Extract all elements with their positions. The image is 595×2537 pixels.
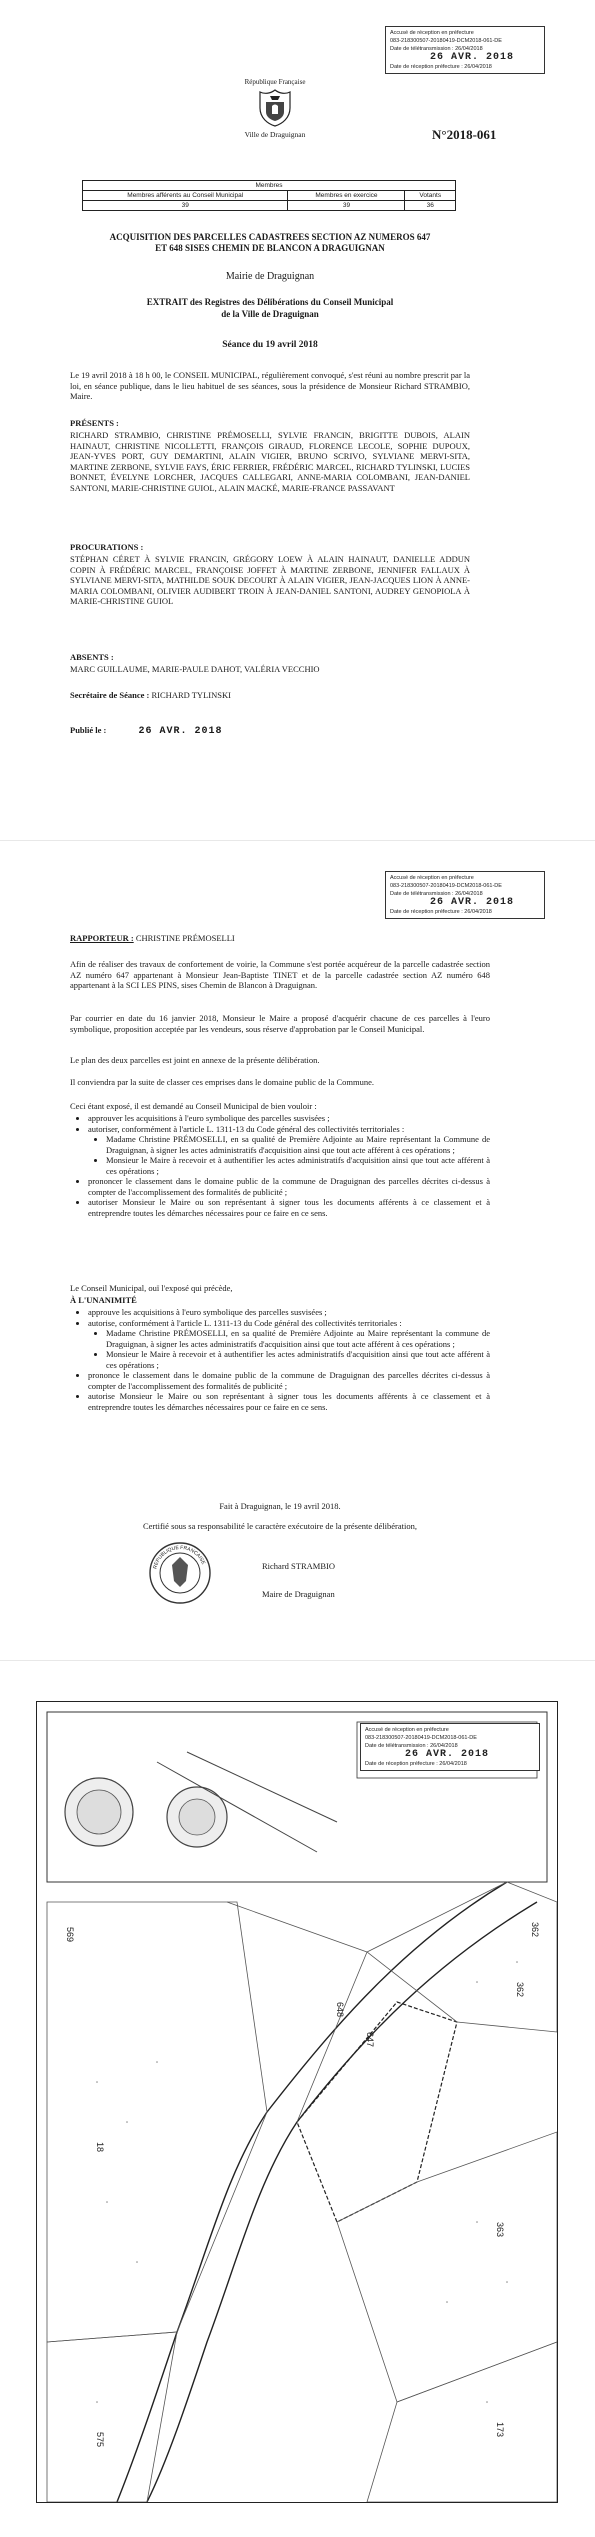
members-header-votants: Votants bbox=[405, 191, 456, 201]
publie-line bbox=[70, 725, 470, 738]
list-item-text: autoriser, conformément à l'article L. 1311-13 du Code général des collectivités territoriales : bbox=[88, 1123, 405, 1134]
list-item: • prononce le classement dans le domaine public de la commune de Draguignan des parcelles décrites ci-dessus à compter de l'accomplissement des formalités de publicité ; bbox=[88, 1370, 490, 1391]
list-item: • approuve les acquisitions à l'euro symbolique des parcelles susvisées ; bbox=[88, 1307, 490, 1318]
procurations-label: PROCURATIONS : bbox=[70, 542, 144, 552]
prefecture-receipt-stamp bbox=[385, 26, 545, 74]
stamp-line-1: Accusé de réception en préfecture bbox=[365, 1727, 449, 1733]
parcel-label: 362 bbox=[515, 1982, 525, 1998]
paragraph-4: Il conviendra par la suite de classer ces emprises dans le domaine public de la Commune. bbox=[70, 1077, 375, 1087]
deliberation-page-2 bbox=[0, 840, 595, 1661]
parcel-label: 575 bbox=[95, 2432, 105, 2448]
list-item: • autorise Monsieur le Maire ou son représentant à signer tous les documents afférents à ce classement et à entreprendre toutes les démarches nécessaires pour ce faire en ce sens. bbox=[88, 1391, 490, 1412]
stamp-line-4: Date de réception préfecture : 26/04/2018 bbox=[390, 64, 492, 70]
members-value-votants: 36 bbox=[405, 201, 456, 211]
extrait-line-2: de la Ville de Draguignan bbox=[221, 309, 319, 319]
title-line-1: ACQUISITION DES PARCELLES CADASTREES SECTION AZ NUMEROS 647 bbox=[109, 232, 431, 242]
absents-list: MARC GUILLAUME, MARIE-PAULE DAHOT, VALÉRIA VECCHIO bbox=[70, 664, 320, 674]
intro-paragraph: Le 19 avril 2018 à 18 h 00, le CONSEIL MUNICIPAL, régulièrement convoqué, s'est réuni au nombre prescrit par la loi, en séance publique, dans le lieu habituel de ses séances, sous la présidence de Monsieur Richard STRAMBIO, Maire. bbox=[70, 370, 470, 401]
decision-list bbox=[70, 1307, 490, 1412]
list-item-text: autorise, conformément à l'article L. 1311-13 du Code général des collectivités territoriales : bbox=[88, 1317, 402, 1328]
official-seal bbox=[148, 1541, 212, 1605]
cadastral-plan bbox=[36, 1701, 558, 2503]
deliberation-title bbox=[70, 232, 470, 254]
unanimite-label: À L'UNANIMITÉ bbox=[70, 1295, 137, 1305]
parcel-label: 648 bbox=[335, 2002, 345, 2018]
secretaire-label: Secrétaire de Séance : bbox=[70, 690, 150, 700]
stamp-date: 26 AVR. 2018 bbox=[430, 897, 515, 908]
parcel-label: 173 bbox=[495, 2422, 505, 2438]
signer-name: Richard STRAMBIO bbox=[262, 1561, 335, 1571]
secretaire-name: RICHARD TYLINSKI bbox=[151, 690, 231, 700]
members-title: Membres bbox=[83, 181, 456, 191]
paragraph-3: Le plan des deux parcelles est joint en annexe de la présente délibération. bbox=[70, 1055, 320, 1065]
presents-label: PRÉSENTS : bbox=[70, 418, 119, 428]
list-item: • Monsieur le Maire à recevoir et à authentifier les actes administratifs d'acquisition ainsi que tout acte afférent à ces opérations ; bbox=[106, 1349, 490, 1370]
list-item: • prononcer le classement dans le domaine public de la commune de Draguignan des parcelles décrites ci-dessus à compter de l'accomplissement des formalités de publicité ; bbox=[88, 1176, 490, 1197]
list-item: • Madame Christine PRÉMOSELLI, en sa qualité de Première Adjointe au Maire représentant la Commune de Draguignan, à signer les actes administratifs d'acquisition ainsi que tout acte afférent à ces opérations ; bbox=[106, 1134, 490, 1155]
publie-date: 26 AVR. 2018 bbox=[138, 726, 223, 737]
parcel-label: 18 bbox=[95, 2142, 105, 2153]
annex-plan-page bbox=[0, 1660, 595, 2537]
rapporteur-name: CHRISTINE PRÉMOSELLI bbox=[135, 933, 235, 943]
stamp-date: 26 AVR. 2018 bbox=[430, 52, 515, 63]
signer-title: Maire de Draguignan bbox=[262, 1589, 335, 1599]
republic-label: République Française bbox=[244, 78, 306, 86]
stamp-line-4: Date de réception préfecture : 26/04/2018 bbox=[390, 909, 492, 915]
presents-list: RICHARD STRAMBIO, CHRISTINE PRÉMOSELLI, SYLVIE FRANCIN, BRIGITTE DUBOIS, ALAIN HAINAUT, CHRISTINE NICOLLETTI, FRANÇOIS GIRAUD, FLORENCE LECOLE, SOPHIE DUPOUX, JEAN-YVES PORT, GUY DEMARTINI, ALAIN VIGIER, BRUNO SCRIVO, SYLVIANE MERVI-SITA, MARTINE ZERBONE, SYLVIE FAYS, ÉRIC FERRIER, FRÉDÉRIC MARCEL, RICHARD TYLINSKI, LUCIES BONNET, ÉVELYNE LORCHER, JACQUES CALLEGARI, ANNE-MARIA COLOMBANI, JEAN-DANIEL SANTONI, MARIE-CHRISTINE GUIOL, ALAIN MACKÉ, MARIE-FRANCE PASSAVANT bbox=[70, 430, 470, 493]
seance-date: Séance du 19 avril 2018 bbox=[222, 340, 318, 350]
ville-label: Ville de Draguignan bbox=[244, 130, 306, 139]
stamp-line-1: Accusé de réception en préfecture bbox=[390, 875, 474, 881]
publie-label: Publié le : bbox=[70, 725, 107, 735]
stamp-line-3: Date de télétransmission : 26/04/2018 bbox=[390, 46, 483, 52]
members-value-exercice: 39 bbox=[288, 201, 405, 211]
list-item bbox=[88, 1124, 490, 1177]
title-line-2: ET 648 SISES CHEMIN DE BLANCON A DRAGUIGNAN bbox=[155, 243, 385, 253]
rapporteur-line bbox=[70, 933, 490, 944]
rapporteur-label: RAPPORTEUR : bbox=[70, 933, 134, 943]
list-item: • Monsieur le Maire à recevoir et à authentifier les actes administratifs d'acquisition ainsi que tout acte afférent à ces opérations ; bbox=[106, 1155, 490, 1176]
stamp-line-4: Date de réception préfecture : 26/04/2018 bbox=[365, 1761, 467, 1767]
members-header-exercice: Membres en exercice bbox=[288, 191, 405, 201]
list-item: • autoriser Monsieur le Maire ou son représentant à signer tous les documents afférents à ce classement et à entreprendre toutes les démarches nécessaires pour ce faire en ce sens. bbox=[88, 1197, 490, 1218]
absents-label: ABSENTS : bbox=[70, 652, 114, 662]
members-value-afferents: 39 bbox=[83, 201, 288, 211]
stamp-date: 26 AVR. 2018 bbox=[405, 1749, 490, 1760]
parcel-label: 362 bbox=[530, 1922, 540, 1938]
city-coat-of-arms-logo bbox=[256, 88, 294, 128]
stamp-line-2: 083-218300507-20180419-DCM2018-061-DE bbox=[390, 38, 502, 44]
stamp-line-2: 083-218300507-20180419-DCM2018-061-DE bbox=[390, 883, 502, 889]
stamp-line-1: Accusé de réception en préfecture bbox=[390, 30, 474, 36]
parcel-label: 363 bbox=[495, 2222, 505, 2238]
stamp-line-3: Date de télétransmission : 26/04/2018 bbox=[390, 891, 483, 897]
paragraph-1: Afin de réaliser des travaux de confortement de voirie, la Commune s'est portée acquéreur de la parcelle cadastrée section AZ numéro 647 appartenant à Monsieur Jean-Baptiste TINET et de la parcelle cadastrée section AZ numéro 648 appartenant à la SCI LES PINS, sises Chemin de Blancon à Draguignan. bbox=[70, 959, 490, 990]
procurations-list: STÉPHAN CÉRET À SYLVIE FRANCIN, GRÉGORY LOEW À ALAIN HAINAUT, DANIELLE ADDUN COPIN À FRÉDÉRIC MARCEL, FRANÇOISE JOFFET À MARTINE ZERBONE, JENNIFER FALLAUX À SYLVIANE MERVI-SITA, MATHILDE SOUK DECOURT À ALAIN VIGIER, JEAN-JACQUES LION À ANNE-MARIA COLOMBANI, OLIVIER AUDIBERT TROIN À JEAN-DANIEL SANTONI, AUDREY GENOPIOLA À MARIE-CHRISTINE GUIOL bbox=[70, 554, 470, 606]
stamp-line-2: 083-218300507-20180419-DCM2018-061-DE bbox=[365, 1735, 477, 1741]
deliberation-page-1 bbox=[0, 0, 595, 840]
members-header-afferents: Membres afférents au Conseil Municipal bbox=[83, 191, 288, 201]
members-table bbox=[82, 180, 456, 211]
secretaire-line bbox=[70, 690, 470, 701]
paragraph-5: Ceci étant exposé, il est demandé au Conseil Municipal de bien vouloir : bbox=[70, 1101, 317, 1111]
list-item: • Madame Christine PRÉMOSELLI, en sa qualité de Première Adjointe au Maire représentant la commune de Draguignan, à signer les actes administratifs d'acquisition ainsi que tout acte afférent à ces opérations ; bbox=[106, 1328, 490, 1349]
certifie-line: Certifié sous sa responsabilité le caractère exécutoire de la présente délibération, bbox=[142, 1521, 417, 1531]
list-item: • approuver les acquisitions à l'euro symbolique des parcelles susvisées ; bbox=[88, 1113, 490, 1124]
proposal-list bbox=[70, 1113, 490, 1218]
prefecture-receipt-stamp bbox=[385, 871, 545, 919]
decision-intro: Le Conseil Municipal, ouï l'exposé qui précède, bbox=[70, 1283, 233, 1293]
stamp-line-3: Date de télétransmission : 26/04/2018 bbox=[365, 1743, 458, 1749]
prefecture-receipt-stamp bbox=[360, 1723, 540, 1771]
fait-line: Fait à Draguignan, le 19 avril 2018. bbox=[219, 1501, 341, 1511]
deliberation-number: N°2018-061 bbox=[432, 127, 497, 142]
parcel-label: 647 bbox=[365, 2032, 375, 2048]
list-item bbox=[88, 1318, 490, 1371]
extrait-line-1: EXTRAIT des Registres des Délibérations du Conseil Municipal bbox=[146, 297, 394, 307]
paragraph-2: Par courrier en date du 16 janvier 2018, Monsieur le Maire a proposé d'acquérir chacune de ces parcelles à l'euro symbolique, proposition acceptée par les vendeurs, sous réserve d'approbation par le Conseil Municipal. bbox=[70, 1013, 490, 1034]
extrait-heading bbox=[70, 296, 470, 320]
seal-text: REPUBLIQUE FRANCAISE bbox=[152, 1544, 207, 1570]
mairie-label: Mairie de Draguignan bbox=[225, 271, 315, 282]
parcel-label: 569 bbox=[65, 1927, 75, 1943]
